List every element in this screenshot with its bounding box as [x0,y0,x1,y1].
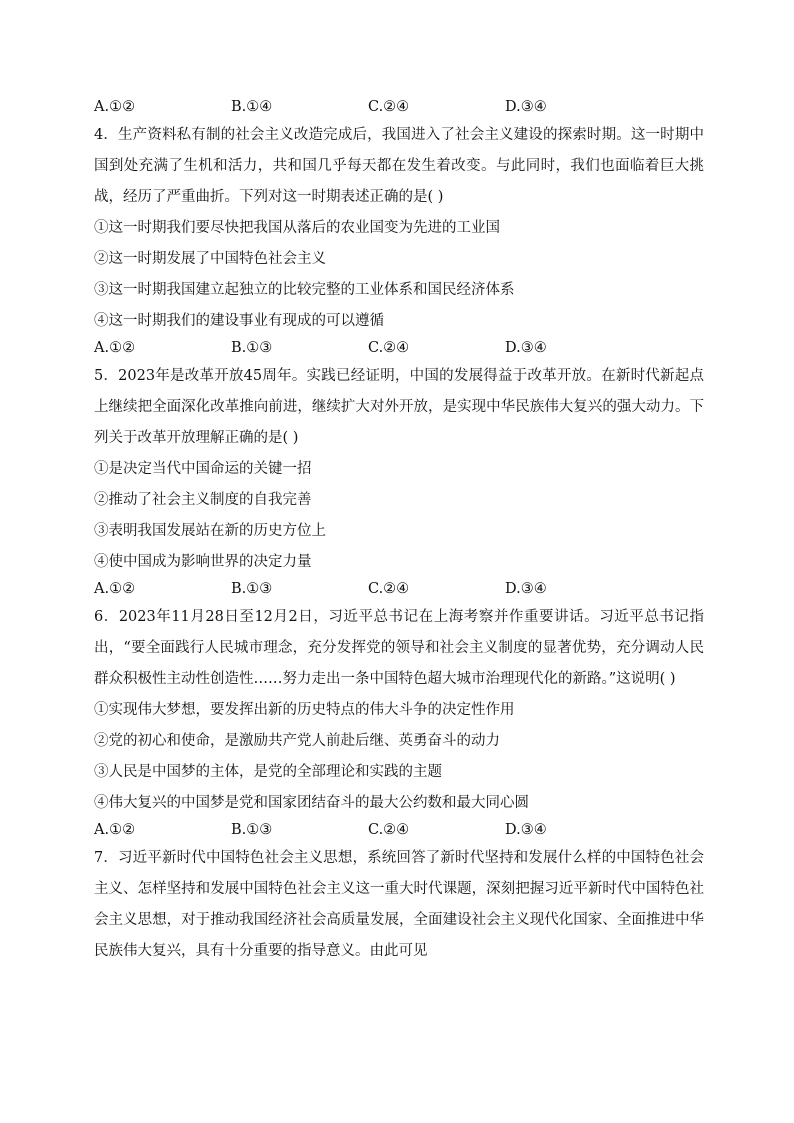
question-stem: 7．习近平新时代中国特色社会主义思想，系统回答了新时代坚持和发展什么样的中国特色社会主义、怎样坚持和发展中国特色社会主义这一重大时代课题，深刻把握习近平新时代中国特色社会主义思想，对于推动我国经济社会高质量发展，全面建设社会主义现代化国家、全面推进中华民族伟大复兴，具有十分重要的指导意义。由此可见 [94,850,704,959]
statement-item: ②这一时期发展了中国特色社会主义 [94,251,326,267]
option-b: B.①③ [231,822,273,838]
option-d: D.③④ [505,99,547,115]
question-7 [94,843,704,967]
statement-item: ②推动了社会主义制度的自我完善 [94,492,312,508]
question-stem: 5．2023年是改革开放45周年。实践已经证明，中国的发展得益于改革开放。在新时代新起点上继续把全面深化改革推向前进，继续扩大对外开放，是实现中华民族伟大复兴的强大动力。下列关于改革开放理解正确的是( ) [94,368,704,446]
statement-item: ④伟大复兴的中国梦是党和国家团结奋斗的最大公约数和最大同心圆 [94,795,529,811]
question-6 [94,602,704,841]
question-content [94,96,704,967]
option-a: A.①② [94,340,136,356]
option-b: B.①③ [231,340,273,356]
statement-item: ③这一时期我国建立起独立的比较完整的工业体系和国民经济体系 [94,282,515,298]
option-a: A.①② [94,99,136,115]
option-c: C.②④ [368,99,410,115]
question-stem: 6．2023年11月28日至12月2日，习近平总书记在上海考察并作重要讲话。习近平总书记指出，“要全面践行人民城市理念，充分发挥党的领导和社会主义制度的显著优势，充分调动人民群众积极性主动性创造性……努力走出一条中国特色超大城市治理现代化的新路。”这说明( ) [94,609,704,687]
answer-options [94,337,704,359]
option-d: D.③④ [505,581,547,597]
option-c: C.②④ [368,340,410,356]
option-b: B.①③ [231,581,273,597]
question-stem: 4．生产资料私有制的社会主义改造完成后，我国进入了社会主义建设的探索时期。这一时期中国到处充满了生机和活力，共和国几乎每天都在发生着改变。与此同时，我们也面临着巨大挑战，经历了严重曲折。下列对这一时期表述正确的是( ) [94,127,704,205]
answer-options [94,96,704,118]
answer-options [94,578,704,600]
statement-item: ③表明我国发展站在新的历史方位上 [94,523,326,539]
option-a: A.①② [94,822,136,838]
statement-item: ②党的初心和使命，是激励共产党人前赴后继、英勇奋斗的动力 [94,733,500,749]
statement-item: ①实现伟大梦想，要发挥出新的历史特点的伟大斗争的决定性作用 [94,702,515,718]
option-c: C.②④ [368,581,410,597]
statement-item: ③人民是中国梦的主体，是党的全部理论和实践的主题 [94,764,442,780]
option-a: A.①② [94,581,136,597]
statement-item: ①这一时期我们要尽快把我国从落后的农业国变为先进的工业国 [94,220,500,236]
answer-options [94,819,704,841]
option-b: B.①④ [231,99,273,115]
question-4 [94,120,704,359]
option-d: D.③④ [505,340,547,356]
question-5 [94,361,704,600]
statement-item: ④使中国成为影响世界的决定力量 [94,554,312,570]
statement-item: ①是决定当代中国命运的关键一招 [94,461,312,477]
option-d: D.③④ [505,822,547,838]
option-c: C.②④ [368,822,410,838]
statement-item: ④这一时期我们的建设事业有现成的可以遵循 [94,313,384,329]
